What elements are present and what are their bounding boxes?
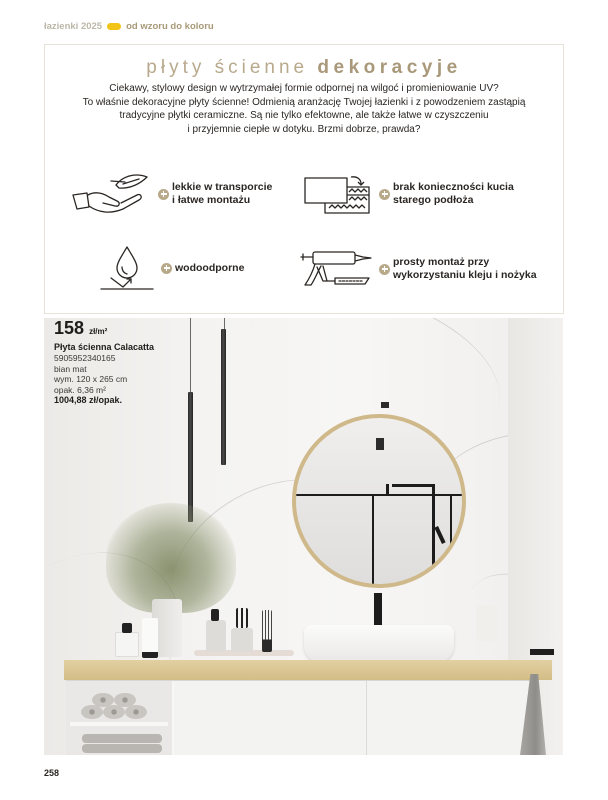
intro-paragraph: [65, 82, 543, 136]
cabinet-door-divider: [366, 681, 367, 755]
shelf-board: [70, 722, 168, 726]
rolled-towel: [81, 705, 103, 719]
product-package-price: 1004,88 zł/opak.: [54, 395, 123, 405]
info-box: [44, 44, 564, 314]
towel-hook: [530, 649, 554, 655]
feature-line: wodoodporne: [175, 261, 245, 274]
intro-line: To właśnie dekoracyjne płyty ścienne! Odmienią aranżację Twojej łazienki i z powodzeniem zastąpią: [82, 96, 526, 108]
breadcrumb: [44, 21, 214, 32]
mirror-reflection-light: [376, 438, 384, 450]
shower-frame: [296, 494, 462, 496]
hand-feather-icon: [71, 171, 155, 217]
pendant-light: [221, 329, 226, 465]
soap-dispenser: [206, 620, 226, 652]
ceiling-spotlight: [381, 402, 389, 408]
water-drop-icon: [99, 245, 155, 291]
cosmetic-cap: [122, 623, 132, 633]
folded-towel: [82, 744, 162, 753]
price: [54, 318, 154, 342]
feature-lightweight: [71, 171, 272, 217]
reed-diffuser: [262, 610, 272, 652]
toothbrushes: [236, 608, 248, 628]
breadcrumb-section: łazienki 2025: [44, 21, 103, 32]
shower-head: [386, 484, 389, 496]
feature-text: [393, 256, 537, 282]
cosmetic-box: [115, 632, 139, 657]
product-finish: bian mat: [54, 363, 87, 374]
round-mirror: [292, 414, 466, 588]
open-shelf: [66, 681, 174, 755]
rolled-towel: [103, 705, 125, 719]
caulk-gun-knife-icon: [299, 249, 375, 289]
wooden-countertop: [64, 660, 552, 680]
title-light: płyty ścienne: [146, 57, 309, 78]
feature-easy-install: [299, 249, 537, 289]
hand-shower: [434, 526, 445, 544]
plus-bullet-icon: [379, 189, 390, 200]
black-faucet: [374, 593, 382, 627]
intro-line: Ciekawy, stylowy design w wytrzymałej formie odpornej na wilgoć i promieniowanie UV?: [109, 83, 499, 94]
panel-over-tiles-icon: [303, 173, 373, 215]
title-bold: dekoracyje: [317, 57, 462, 78]
feature-waterproof: [99, 245, 244, 291]
plus-bullet-icon: [379, 264, 390, 275]
price-unit: zł/m²: [89, 327, 108, 336]
soap-bottle: [476, 605, 498, 641]
olive-plant: [106, 503, 236, 613]
pendant-cord: [190, 318, 191, 393]
folded-towel: [82, 734, 162, 743]
lotion-tube: [142, 618, 158, 658]
product-dimensions: wym. 120 x 265 cm: [54, 374, 128, 384]
intro-line: i przyjemnie ciepłe w dotyku. Brzmi dobrze, prawda?: [187, 123, 421, 135]
countertop-basin: [304, 625, 454, 663]
breadcrumb-separator-pill: [107, 23, 121, 30]
feature-line: i łatwe montażu: [172, 194, 251, 206]
intro-line: tradycyjne płytki ceramiczne. Są nie tylko efektowne, ale także łatwe w czyszczeniu: [119, 110, 489, 121]
plus-bullet-icon: [161, 263, 172, 274]
product-name: Płyta ścienna Calacatta: [54, 342, 155, 352]
feature-line: starego podłoża: [393, 194, 474, 206]
product-photo: [44, 318, 563, 755]
plus-bullet-icon: [158, 189, 169, 200]
page-number: 258: [44, 768, 60, 778]
dispenser-pump: [211, 609, 219, 621]
product-ean: 5905952340165: [54, 353, 116, 363]
breadcrumb-chapter: od wzoru do koloru: [126, 21, 214, 32]
feature-line: brak konieczności kucia: [393, 181, 514, 193]
page-title: [45, 57, 563, 79]
feature-no-demolition: [303, 173, 514, 215]
price-tag: [54, 318, 154, 406]
feature-line: prosty montaż przy: [393, 256, 490, 268]
toothbrush-cup: [231, 628, 253, 652]
feature-text: [175, 262, 244, 275]
feature-text: [393, 181, 514, 207]
feature-line: wykorzystaniu kleju i nożyka: [393, 269, 537, 281]
shower-pipe: [392, 484, 432, 487]
pendant-light: [188, 392, 193, 522]
shower-frame: [372, 494, 374, 588]
price-value: 158: [54, 318, 85, 338]
product-package-area: opak. 6,36 m²: [54, 384, 106, 395]
feature-text: [172, 181, 272, 207]
rolled-towel: [125, 705, 147, 719]
vanity-cabinet: [66, 680, 534, 755]
shower-frame: [450, 494, 452, 564]
feature-line: lekkie w transporcie: [172, 181, 273, 193]
